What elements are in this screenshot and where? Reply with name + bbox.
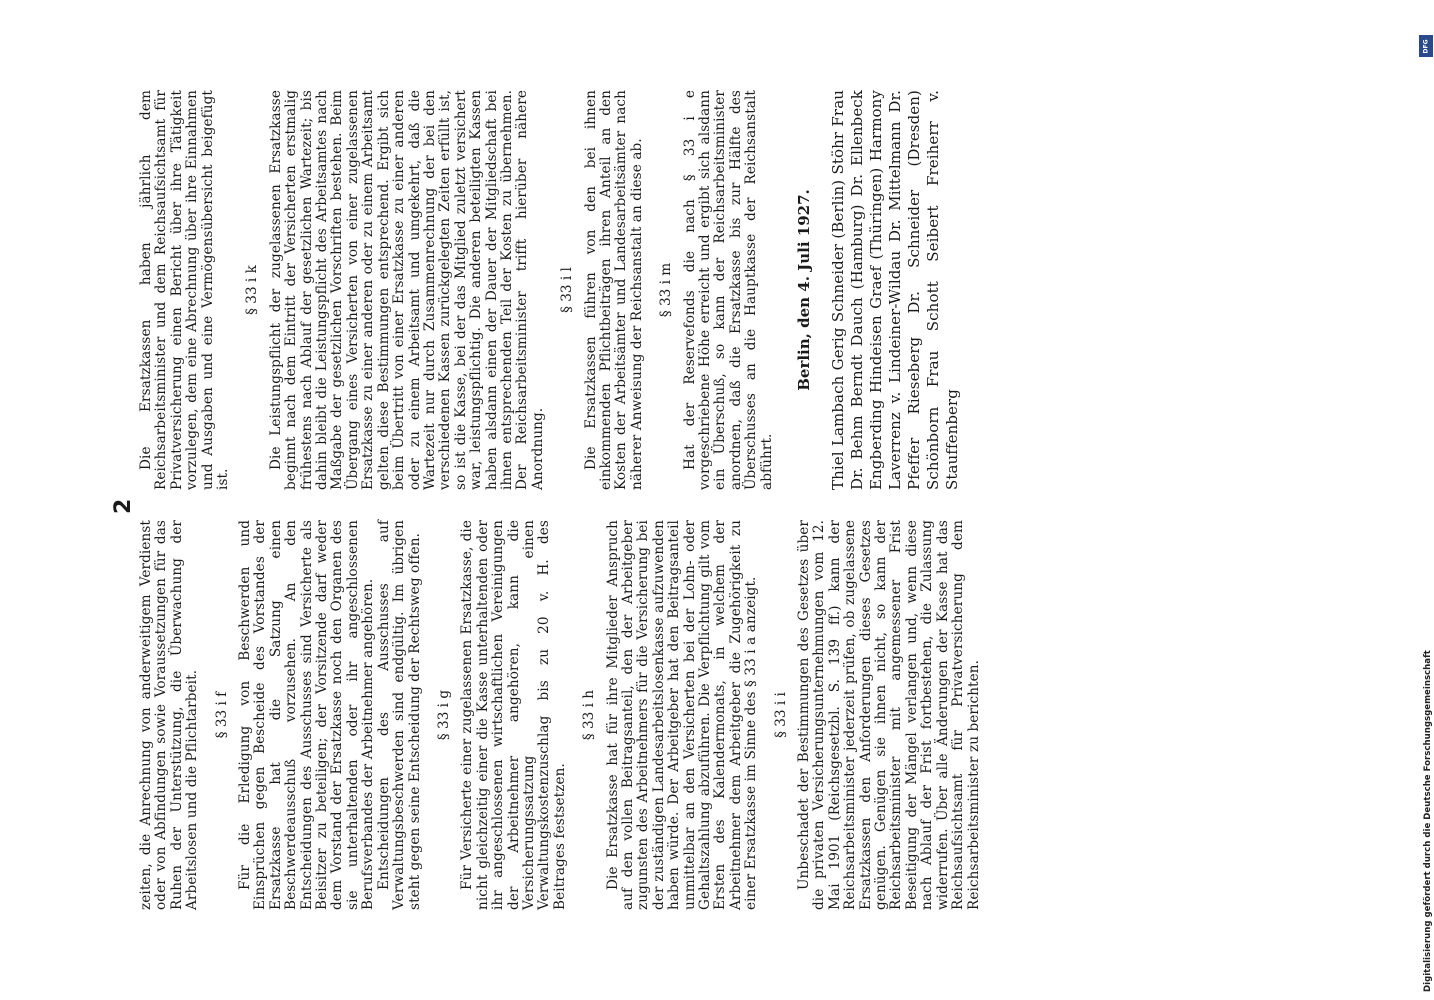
right-column <box>139 90 962 490</box>
paragraph: Entscheidungen des Ausschusses auf Verwaltungsbeschwerden sind endgültig. Im übrigen steht gegen seine Entscheidung der Rechtsweg offen. <box>375 520 423 910</box>
paragraph: Unbeschadet der Bestimmungen des Gesetzes über die privaten Versicherungsunternehmungen vom 12. Mai 1901 (Reichsgesetzbl. S. 139 ff.) kann der Reichsarbeitsminister jederzeit prüfen, ob zugelassene Ersatzkassen den Anforderungen dieses Gesetzes genügen. Genügen sie ihnen nicht, so kann der Reichsarbeitsminister mit angemessener Frist Beseitigung der Mängel verlangen und, wenn diese nach Ablauf der Frist fortbestehen, die Zulassung widerrufen. Über alle Änderungen der Kasse hat das Reichsaufsichtsamt für Privatversicherung dem Reichsarbeitsminister zu berichten. <box>796 520 982 910</box>
paragraph: zeiten, die Anrechnung von anderweitigem Verdienst oder von Abfindungen sowie Voraussetzungen für das Ruhen der Unterstützung, die Überwachung der Arbeitslosen und die Pflichtarbeit. <box>138 520 201 910</box>
paragraph: Die Ersatzkasse hat für ihre Mitglieder Anspruch auf den vollen Beitragsanteil, den der Arbeitgeber zugunsten des Arbeitnehmers für die Versicherung bei der zuständigen Landesarbeitslosenkasse aufzuwenden haben würde. Der Arbeitgeber hat den Beitragsanteil unmittelbar an den Versicherten bei der Lohn- oder Gehaltszahlung abzuführen. Die Verpflichtung gilt vom Ersten des Kalendermonats, in welchem der Arbeitnehmer dem Arbeitgeber die Zugehörigkeit zu einer Ersatzkasse im Sinne des § 33 i a anzeigt. <box>604 520 760 910</box>
paragraph: Die Ersatzkassen führen von den bei ihnen einkommenden Pflichtbeiträgen ihren Anteil an den Kosten der Arbeitsämter und Landesarbeitsämter nach näherer Anweisung der Reichsanstalt an diese ab. <box>582 90 645 490</box>
paragraph: Die Leistungspflicht der zugelassenen Ersatzkasse beginnt nach dem Eintritt der Versicherten erstmalig frühestens nach Ablauf der gesetzlichen Wartezeit; bis dahin bleibt die Leistungspflicht des Arbeitsamtes nach Maßgabe der gesetzlichen Vorschriften bestehen. Beim Übergang eines Versicherten von einer zugelassenen Ersatzkasse zu einer anderen oder zu einem Arbeitsamt gelten diese Bestimmungen entsprechend. Ergibt sich beim Übertritt von einer Ersatzkasse zu einer anderen oder zu einem Arbeitsamt und umgekehrt, daß die Wartezeit nur durch Zusammenrechnung der bei den verschiedenen Kassen zurückgelegten Zeiten erfüllt ist, so ist die Kasse, bei der das Mitglied zuletzt versichert war, leistungspflichtig. Die anderen beteiligten Kassen haben alsdann einen der Dauer der Mitgliedschaft bei ihnen entsprechenden Teil der Kosten zu übernehmen. Der Reichsarbeitsminister trifft hierüber nähere Anordnung. <box>267 90 546 490</box>
section-heading: § 33 i k <box>244 265 261 315</box>
section-heading: § 33 i h <box>581 689 598 741</box>
paragraph: Für die Erledigung von Beschwerden und Einsprüchen gegen Bescheide des Vorstandes der Ersatzkasse hat die Satzung einen Beschwerdeausschuß vorzusehen. An den Entscheidungen des Ausschusses sind Versicherte als Beisitzer zu beteiligen; der Vorsitzende darf weder dem Vorstand der Ersatzkasse noch den Organen des sie unterhaltenden oder ihr angeschlossenen Berufsverbandes der Arbeitnehmer angehören. <box>237 520 377 910</box>
dfg-logo: DFG <box>1419 35 1433 57</box>
section-heading: § 33 i l <box>559 267 576 313</box>
section-heading: § 33 i g <box>435 689 452 741</box>
section-heading: § 33 i f <box>213 691 230 739</box>
section-heading: § 33 i i <box>772 692 789 738</box>
section-heading: § 33 i m <box>658 262 675 318</box>
paragraph: Die Ersatzkassen haben jährlich dem Reichsarbeitsminister und dem Reichsaufsichtsamt für Privatversicherung einen Bericht über ihre Tätigkeit vorzulegen, dem eine Abrechnung über ihre Einnahmen und Ausgaben und eine Vermögensübersicht beigefügt ist. <box>138 90 232 490</box>
digitization-note: Digitalisierung gefördert durch die Deutsche Forschungsgemeinschaft <box>1423 650 1433 992</box>
signatories <box>829 90 962 490</box>
paragraph: Hat der Reservefonds die nach § 33 i e vorgeschriebene Höhe erreicht und ergibt sich alsdann ein Überschuß, so kann der Reichsarbeitsminister anordnen, daß die Ersatzkasse bis zur Hälfte des Überschusses an die Hauptkasse der Reichsanstalt abführt. <box>681 90 775 490</box>
page-number: 2 <box>111 498 136 514</box>
left-column <box>139 520 982 910</box>
paragraph: Für Versicherte einer zugelassenen Ersatzkasse, die nicht gleichzeitig einer die Kasse unterhaltenden oder ihr angeschlossenen wirtschaftlichen Vereinigungen der Arbeitnehmer angehören, kann die Versicherungssatzung einen Verwaltungskostenzuschlag bis zu 20 v. H. des Beitrages festsetzen. <box>459 520 568 910</box>
rotated-page <box>111 90 1317 910</box>
signatory-list: Thiel Lambach Gerig Schneider (Berlin) Stöhr Frau Dr. Behm Berndt Dauch (Hamburg) Dr. Ellenbeck Engberding Hindeisen Graef (Thüringen) Harmony Laverrenz v. Lindeiner-Wildau Dr. Mittelmann Dr. Pfeffer Rieseberg Dr. Schneider (Dresden) Schönborn Frau Schott Seibert Freiherr v. Stauffenberg <box>829 90 962 490</box>
date-line: Berlin, den 4. Juli 1927. <box>795 189 814 391</box>
